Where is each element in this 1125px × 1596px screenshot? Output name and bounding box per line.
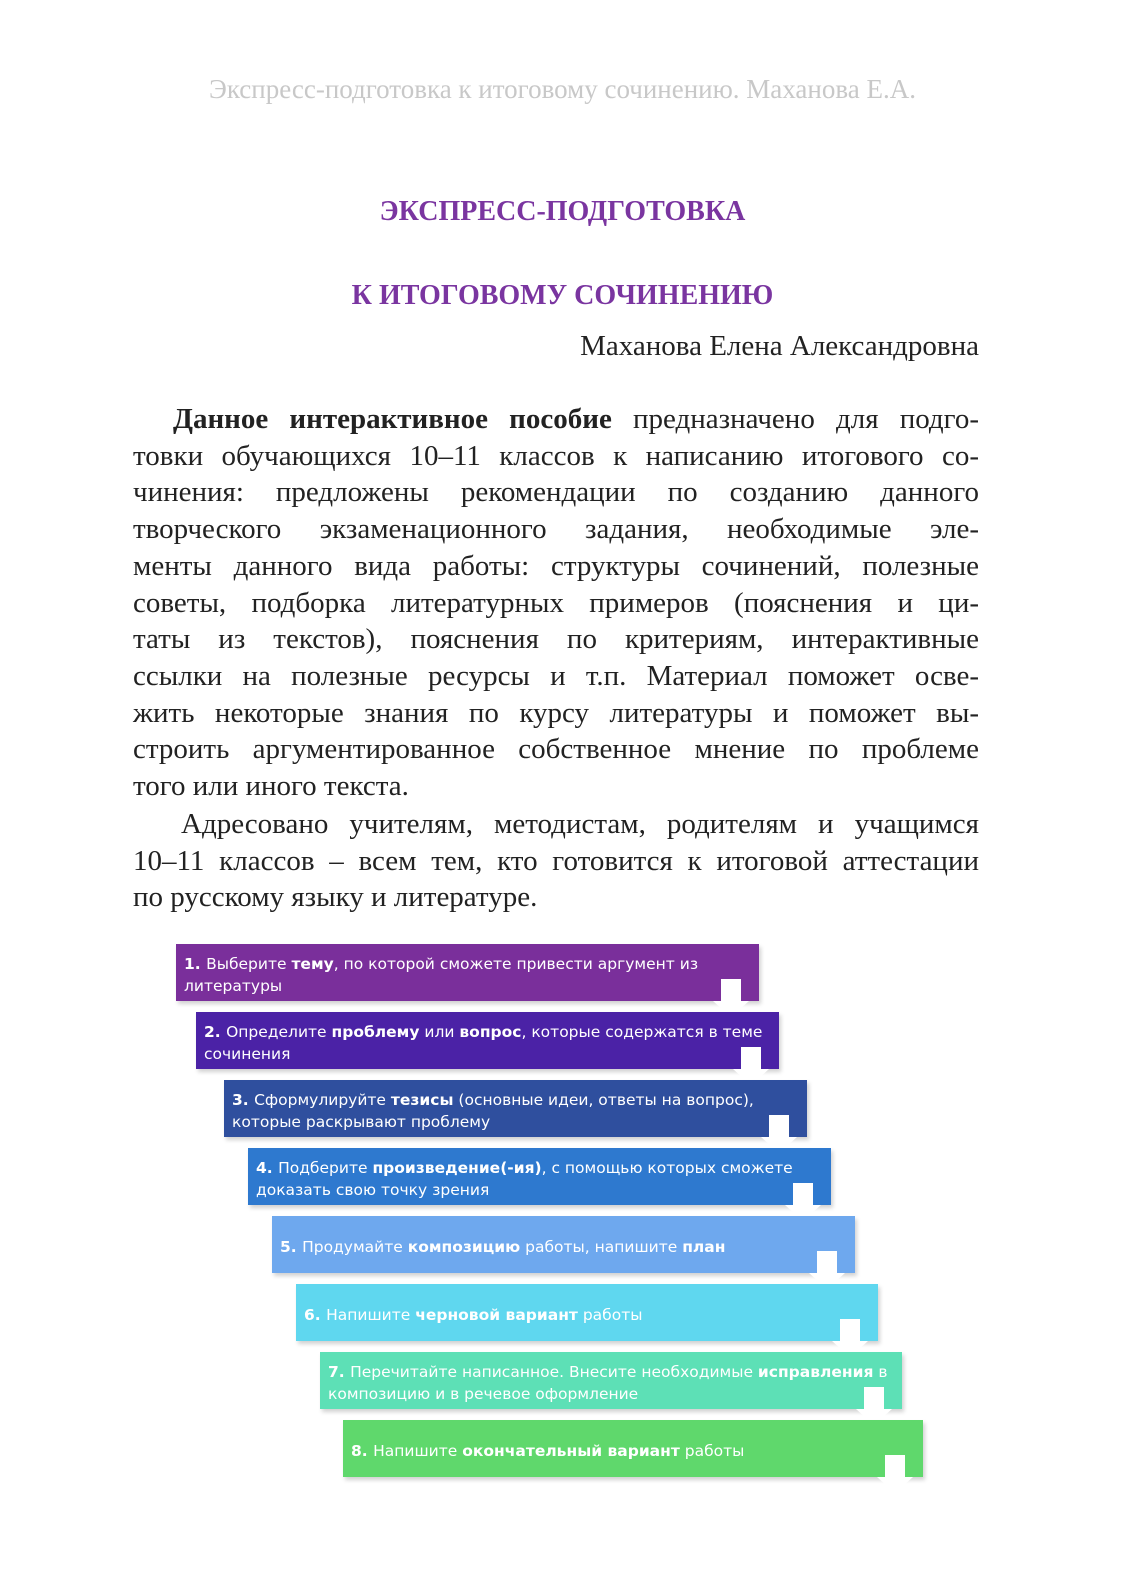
paragraph-line: менты данного вида работы: структуры сочинений, полезные	[133, 549, 979, 582]
step-text-part: Определите	[226, 1022, 332, 1041]
step-text	[232, 1089, 797, 1133]
step-keyword: план	[682, 1237, 726, 1256]
paragraph-line: советы, подборка литературных примеров (пояснения и ци-	[133, 586, 979, 619]
step-keyword: черновой вариант	[415, 1305, 578, 1324]
author-name: Маханова Елена Александровна	[580, 330, 979, 362]
step-5	[272, 1216, 855, 1273]
paragraph-line: 10–11 классов – всем тем, кто готовится к итоговой аттестации	[133, 844, 979, 877]
step-text-part: (основные идеи, ответы на вопрос), которые раскрывают проблему	[232, 1090, 754, 1131]
paragraph-line: по русскому языку и литературе.	[133, 881, 538, 914]
step-keyword: вопрос	[459, 1022, 522, 1041]
step-keyword: проблему	[331, 1022, 420, 1041]
step-text-part: или	[419, 1022, 460, 1041]
step-number: 6.	[304, 1305, 327, 1324]
step-text-part: Перечитайте написанное. Внесите необходимые	[350, 1362, 758, 1381]
step-text-part: работы	[679, 1441, 745, 1460]
step-text-part: Выберите	[206, 954, 292, 973]
step-keyword: композицию	[407, 1237, 521, 1256]
step-number: 7.	[328, 1362, 351, 1381]
step-number: 8.	[351, 1441, 374, 1460]
step-text-part: , по которой сможете привести аргумент из литературы	[184, 954, 699, 995]
paragraph-line: того или иного текста.	[133, 770, 409, 803]
step-number: 5.	[280, 1237, 303, 1256]
step-text	[204, 1021, 769, 1065]
paragraph-line: ссылки на полезные ресурсы и т.п. Материал поможет осве-	[133, 659, 979, 692]
step-1	[176, 944, 759, 1001]
step-number: 1.	[184, 954, 207, 973]
paragraph-line: жить некоторые знания по курсу литературы и поможет вы-	[133, 696, 979, 729]
step-text-part: , которые содержатся в теме сочинения	[204, 1022, 763, 1063]
step-number: 4.	[256, 1158, 279, 1177]
step-8	[343, 1420, 923, 1477]
step-text-part: работы, напишите	[520, 1237, 683, 1256]
step-text	[351, 1440, 913, 1462]
document-title-line-1: ЭКСПРЕСС-ПОДГОТОВКА	[379, 196, 746, 227]
step-text-part: Продумайте	[302, 1237, 408, 1256]
bold-lead: Данное интерактивное пособие	[173, 403, 612, 435]
document-title-line-2: К ИТОГОВОМУ СОЧИНЕНИЮ	[351, 280, 774, 311]
step-4	[248, 1148, 831, 1205]
step-6	[296, 1284, 878, 1341]
step-text	[304, 1304, 868, 1326]
step-3	[224, 1080, 807, 1137]
step-text	[328, 1361, 892, 1405]
paragraph-line: Данное интерактивное пособие предназначено для подго-	[173, 403, 979, 435]
step-text	[256, 1157, 821, 1201]
step-keyword: окончательный вариант	[462, 1441, 680, 1460]
step-2	[196, 1012, 779, 1069]
step-text-part: Сформулируйте	[254, 1090, 391, 1109]
paragraph-line: товки обучающихся 10–11 классов к написанию итогового со-	[133, 439, 979, 472]
step-keyword: исправления	[757, 1362, 874, 1381]
paragraph-line: творческого экзаменационного задания, необходимые эле-	[133, 513, 979, 546]
step-number: 2.	[204, 1022, 227, 1041]
step-keyword: произведение(-ия)	[372, 1158, 542, 1177]
step-keyword: тему	[291, 954, 334, 973]
step-text	[280, 1236, 845, 1258]
step-text-part: , с помощью которых сможете доказать свою точку зрения	[256, 1158, 793, 1199]
step-text	[184, 953, 749, 997]
running-header: Экспресс-подготовка к итоговому сочинению. Маханова Е.А.	[209, 74, 916, 104]
paragraph-line: таты из текстов), пояснения по критериям, интерактивные	[133, 623, 979, 656]
step-text-part: в композицию и в речевое оформление	[328, 1362, 888, 1403]
step-text-part: Подберите	[278, 1158, 373, 1177]
step-keyword: тезисы	[390, 1090, 454, 1109]
paragraph-line: Адресовано учителям, методистам, родителям и учащимся	[181, 808, 979, 840]
step-7	[320, 1352, 902, 1409]
paragraph-line: чинения: предложены рекомендации по созданию данного	[133, 476, 979, 509]
step-text-part: работы	[577, 1305, 643, 1324]
paragraph-line: строить аргументированное собственное мнение по проблеме	[133, 733, 979, 766]
step-text-part: Напишите	[373, 1441, 463, 1460]
step-text-part: Напишите	[326, 1305, 416, 1324]
step-number: 3.	[232, 1090, 255, 1109]
